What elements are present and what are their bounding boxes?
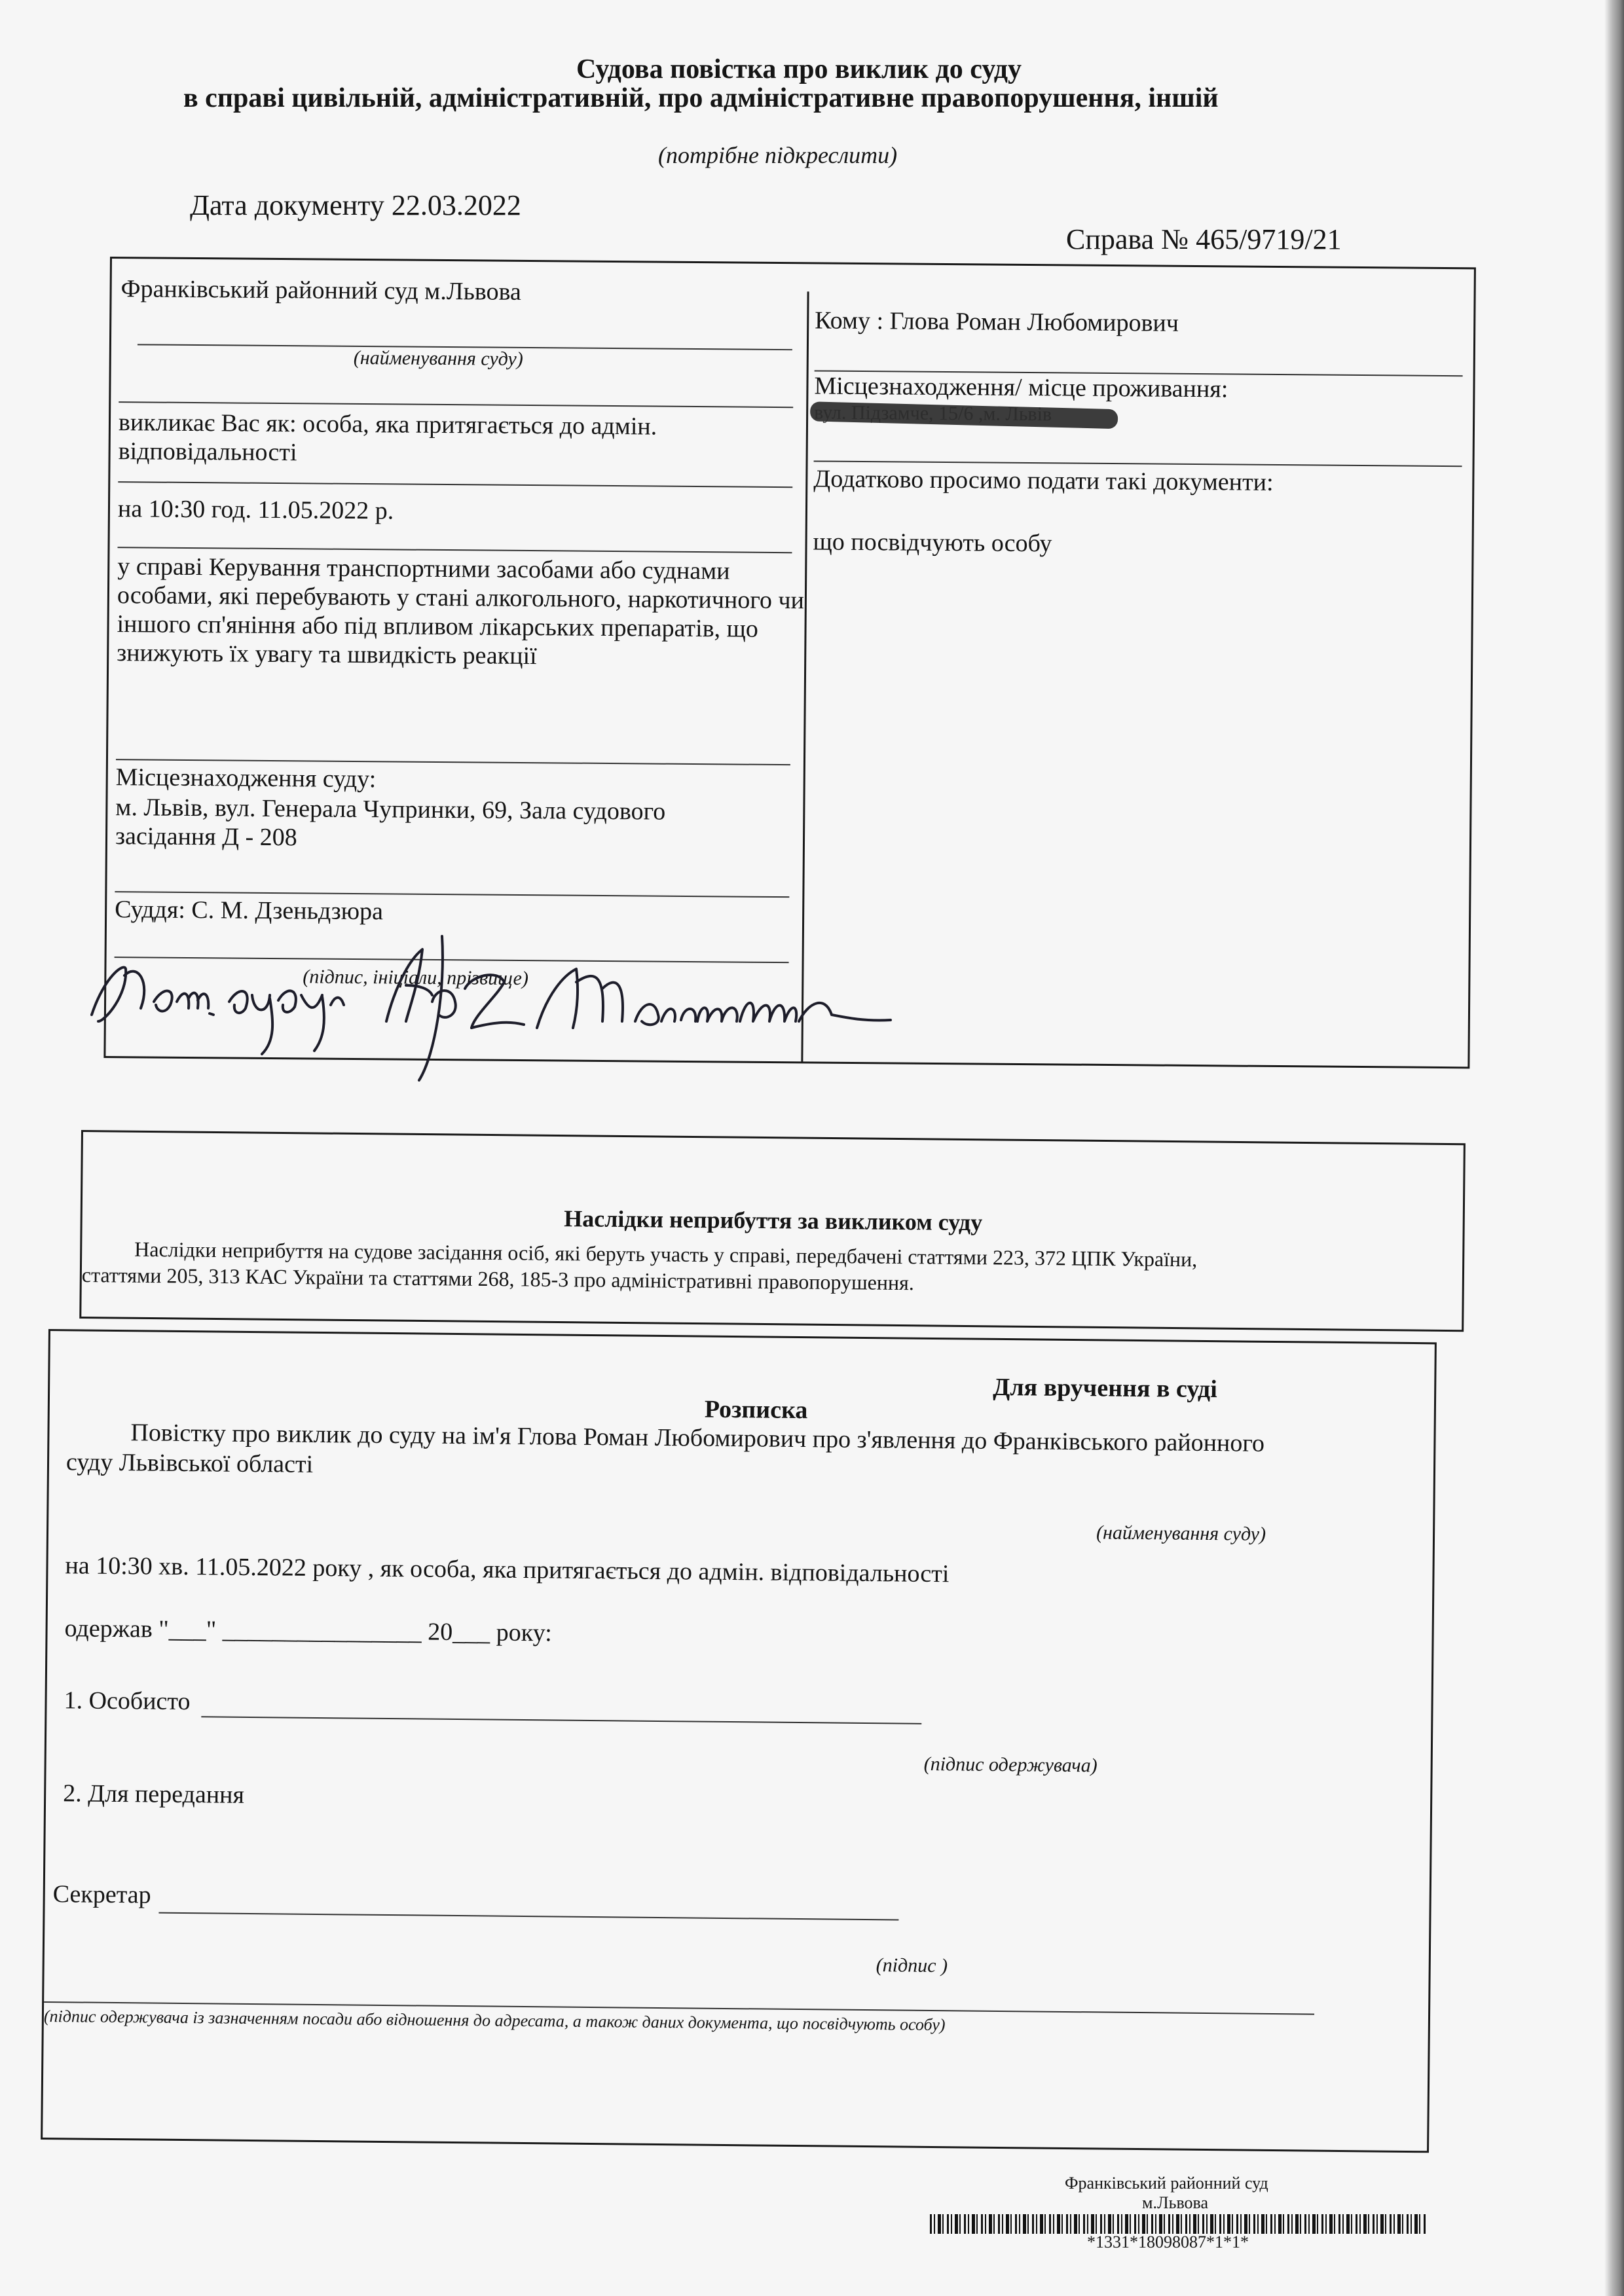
receipt-court-caption: (найменування суду) [1096, 1522, 1266, 1545]
extra-docs-value: що посвідчують особу [813, 528, 1052, 558]
consequences-title: Наслідки неприбуття за викликом суду [564, 1205, 983, 1236]
court-caption: (найменування суду) [353, 346, 523, 370]
summons-role: викликає Вас як: особа, яка притягається до адмін. відповідальності [118, 409, 657, 467]
secretary-signature-line[interactable] [158, 1912, 898, 1921]
receipt-line-1: Повістку про виклик до суду на ім'я Глова Роман Любомирович про з'явлення до Франківського районного [130, 1419, 1265, 1457]
case-number: Справа № 465/9719/21 [1066, 223, 1342, 255]
footer-court-line-1: Франківський районний суд [1065, 2174, 1268, 2193]
consequences-text-2: статтями 205, 313 КАС України та статтями 268, 185-3 про адміністративні правопорушення. [81, 1263, 915, 1295]
secretary-signature-caption: (підпис ) [876, 1954, 948, 1977]
for-transfer-label: 2. Для передання [62, 1779, 245, 1809]
barcode [930, 2214, 1428, 2234]
title-line-2: в справі цивільній, адміністративній, про адміністративне правопорушення, іншій [183, 83, 1219, 113]
consequences-text-1: Наслідки неприбуття на судове засідання осіб, які беруть участь у справі, передбачені статтями 223, 372 ЦПК України, [134, 1237, 1198, 1271]
rule [119, 401, 793, 408]
address-label: Місцезнаходження/ місце проживання: [814, 372, 1228, 403]
handwritten-signature [79, 923, 897, 1093]
receipt-line-2: суду Львівської області [65, 1448, 314, 1478]
receipt-bottom-caption: (підпис одержувача із зазначенням посади або відношення до адресата, а також даних документа, що посвідчують особу) [43, 2006, 946, 2035]
barcode-text: *1331*18098087*1*1* [1087, 2232, 1249, 2251]
scan-edge-shadow [1604, 0, 1624, 2296]
recipient-name: Кому : Глова Роман Любомирович [815, 306, 1179, 337]
personally-label: 1. Особисто [64, 1686, 191, 1716]
footer-court-line-2: м.Львова [1142, 2193, 1209, 2212]
redaction-mark [810, 401, 1118, 429]
court-location-label: Місцезнаходження суду: [115, 763, 377, 793]
rule [118, 481, 792, 488]
receipt-box [41, 1329, 1437, 2153]
court-name: Франківський районний суд м.Львова [120, 275, 522, 306]
court-location-value: м. Львів, вул. Генерала Чупринки, 69, Зала судового засідання Д - 208 [115, 793, 666, 852]
secretary-label: Секретар [52, 1880, 151, 1909]
receipt-time-line: на 10:30 хв. 11.05.2022 року , як особа, яка притягається до адмін. відповідальності [65, 1552, 950, 1588]
document-date: Дата документу 22.03.2022 [190, 189, 521, 221]
recipient-signature-caption: (підпис одержувача) [923, 1753, 1098, 1777]
underline-hint: (потрібне підкреслити) [658, 142, 898, 168]
signature-line[interactable] [201, 1716, 921, 1724]
consequences-box [79, 1130, 1466, 1332]
extra-docs-label: Додатково просимо подати такі документи: [813, 465, 1274, 496]
signature-caption: (підпис, ініціали, прізвище) [303, 966, 529, 990]
hearing-time: на 10:30 год. 11.05.2022 р. [117, 495, 394, 525]
case-subject: у справі Керування транспортними засобами або суднами особами, які перебувають у стані алкогольного, наркотичного чи іншого сп'яніння або під впливом лікарських препаратів, що знижують їх увагу та швидкість реакції [117, 553, 805, 670]
judge-name: Суддя: С. М. Дзеньдзюра [115, 896, 384, 926]
receipt-title: Розписка [704, 1395, 808, 1425]
title-line-1: Судова повістка про виклик до суду [576, 54, 1022, 84]
for-court-label: Для вручення в суді [993, 1373, 1217, 1404]
received-date-line: одержав "___" ________________ 20___ року: [64, 1614, 552, 1647]
